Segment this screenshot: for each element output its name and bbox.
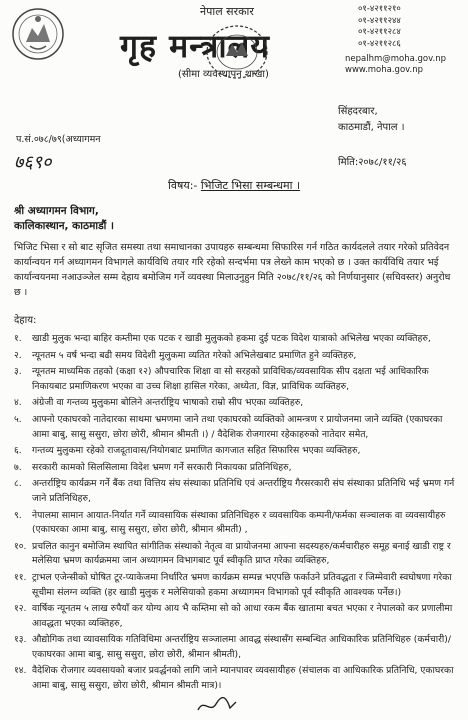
criteria-list — [14, 332, 460, 696]
website-address: www.moha.gov.np — [345, 65, 424, 75]
list-item-text: सरकारी कामको सिलसिलामा विदेश भ्रमण गर्ने सरकारी निकायका प्रतिनिधिहरु, — [32, 461, 292, 473]
list-item-text: अन्तर्राष्ट्रिय कार्यक्रम गर्ने बैंक तथा वित्तिय संघ संस्थाका प्रतिनिधि एवं अन्तर्राष्ट्रिय गैरसरकारी संघ संस्थाका प्रतिनिधि भई भ्रमण गर्न जाने प्रतिनिधिहरु, — [32, 478, 455, 504]
address-line-2: काठमाडौं, नेपाल । — [338, 122, 405, 133]
recipient-line-1: श्री अध्यागमन विभाग, — [14, 205, 99, 217]
recipient-line-2: कालिकास्थान, काठमाडौं । — [14, 220, 115, 232]
list-item-number: १. — [14, 333, 22, 344]
recipient-block — [14, 204, 114, 234]
contact-block — [358, 4, 401, 50]
letter-date: मिति:२०७८/११/२६ — [338, 157, 407, 168]
list-item-number: १३. — [14, 634, 27, 646]
letter-subject — [168, 178, 300, 193]
list-item-text: खाडी मुलुक भन्दा बाहिर कम्तीमा एक पटक र खाडी मुलुकको हकमा दुई पटक विदेश यात्राको अभिलेख भएका व्यक्तिहरु, — [32, 333, 431, 344]
list-item-text: औद्योगिक तथा व्यावसायिक गतिविधिमा अन्तर्राष्ट्रिय सञ्जालमा आवद्ध संस्थासँग सम्बन्धित आधिकारिक प्रतिनिधिहरु (कर्मचारी)/एकाघरका आमा बाबु, सासु ससुरा, छोरा छोरी, श्रीमान श्रीमती), — [32, 634, 451, 660]
signature-icon — [196, 694, 238, 716]
list-item-number: १४. — [14, 665, 27, 677]
list-item-text: नेपालमा सामान आयात-निर्यात गर्ने व्यावसायिक संस्थाका प्रतिनिधिहरु र व्यवसायिक कम्पनी/फर्मका सञ्चालक वा व्यवसायीहरु (एकाघरका आमा बाबु, सासु ससुरा, छोरा छोरी, श्रीमान श्रीमती) , — [32, 509, 446, 536]
list-heading: देहाय: — [14, 315, 37, 326]
list-item — [14, 509, 460, 538]
list-item-number: ९. — [14, 509, 22, 521]
list-item-number: ३. — [14, 366, 22, 378]
office-address — [338, 104, 405, 136]
fax-number: ०१-४२११२८६ — [358, 38, 401, 49]
letter-reference: प.सं.०७८/७९(अध्यागमन — [16, 134, 101, 145]
list-item-text: न्यूनतम ५ वर्ष भन्दा बढी समय विदेशी मुलुकमा व्यतित गरेको अभिलेखबाट प्रमाणित हुने व्यक्तिहरु, — [32, 349, 357, 361]
list-item-text: अंग्रेजी वा गन्तव्य मुलुकमा बोलिने अन्तर्राष्ट्रिय भाषाको राम्रो सीप भएका व्यक्तिहरु, — [32, 397, 304, 409]
list-item-number: १०. — [14, 540, 27, 552]
list-item — [14, 461, 460, 476]
list-item-text: आफ्नो एकाघरको नातेदारका साथमा भ्रमणमा जाने तथा एकाघरको व्यक्तिको आमन्त्रण र प्रायोजनमा जाने व्यक्ति (एकाघरका आमा बाबु, सासु ससुरा, छोरा छोरी, श्रीमान श्रीमती ।) / वैदेशिक रोजगारमा रहेकाहरुको नातेदार समेत, — [32, 413, 443, 440]
list-item-text: ट्राभल एजेन्सीको घोषित टूर-प्याकेजमा निर्धारित भ्रमण कार्यक्रम सम्पन्न भएपछि फर्काउने प्रतिवद्धता र जिम्मेवारी स्वघोषणा गरेका सूचीमा संलग्न व्यक्ति (हर खाडी मुलुक र मलेसियाको हकमा अध्यागमन विभागको पूर्व स्वीकृति आवश्यक पर्नेछ।) — [32, 571, 452, 598]
address-line-1: सिंहदरबार, — [338, 106, 378, 117]
list-item — [14, 633, 460, 662]
list-item-number: ११. — [14, 571, 27, 583]
list-item-number: २. — [14, 349, 22, 361]
nepal-emblem-icon — [10, 6, 66, 62]
list-item-text: प्रचलित कानुन बमोजिम स्थापित सांगीतिक संस्थाको नेतृत्व वा प्रायोजनमा आफ्ना सदस्यहरु/कर्मचारीहरु समूह बनाई खाडी राष्ट्र र मलेसिया भ्रमण कार्यक्रममा जान अध्यागमन विभागबाट पूर्व स्वीकृति प्राप्त गरेका व्यक्तिहरु, — [32, 540, 451, 567]
list-item — [14, 349, 460, 364]
list-item-text: गन्तव्य मुलुकमा रहेको राजदूतावास/नियोगबाट प्रमाणित कागजात सहित सिफारिस भएका व्यक्तिहरु, — [32, 445, 361, 457]
government-name: नेपाल सरकार — [200, 5, 254, 18]
dispatch-number: ७६९० — [14, 152, 52, 173]
ministry-section: (सीमा व्यवस्थापन शाखा) — [178, 69, 269, 80]
phone-1: ०१-४२११२१० — [358, 4, 401, 14]
email-address: nepalhm@moha.gov.np — [345, 54, 446, 64]
ministry-name: गृह मन्त्रालय — [120, 27, 270, 65]
list-item — [14, 396, 460, 411]
ministry-seal-icon — [202, 22, 272, 82]
subject-label: विषय:- — [168, 179, 198, 192]
list-item — [14, 365, 460, 394]
list-item-text: न्यूनतम माध्यमिक तहको (कक्षा १२) औपचारिक शिक्षा वा सो सरहको प्राविधिक/व्यवसायिक सीप दक्षता भई आधिकारिक निकायबाट प्रमाणिकरण भएका वा उच्च शिक्षा हासिल गरेका, अध्येता, विज्ञ, प्राविधिक व्यक्तिहरु, — [32, 366, 429, 392]
list-item — [14, 602, 460, 631]
list-item-number: ५. — [14, 413, 22, 425]
list-item-number: ४. — [14, 397, 22, 409]
list-item — [14, 444, 460, 459]
list-item — [14, 413, 460, 442]
list-item-number: १२. — [14, 603, 27, 615]
list-item — [14, 477, 460, 506]
web-contacts — [345, 54, 446, 76]
subject-text: भिजिट भिसा सम्बन्धमा । — [200, 179, 301, 192]
list-item-number: ६. — [14, 445, 22, 457]
list-item — [14, 571, 460, 600]
intro-paragraph: भिजिट भिसा र सो बाट सृजित समस्या तथा समाधानका उपायहरु सम्बन्धमा सिफारिस गर्न गठित कार्यदलले तयार गरेको प्रतिवेदन कार्यान्वयन गर्न अध्यागमन विभागले कार्यविधि तयार गरि रहेको सन्दर्भमा पत्र लेख्ने काम भएको छ । उक्त कार्यविधि तयार भई कार्यान्वयनमा नआउञ्जेल सम्म देहाय बमोजिम गर्ने व्यवस्था मिलाउनुहुन मिति २०७८/११/२६ को निर्णयानुसार (सचिवस्तर) अनुरोध छ । — [14, 242, 451, 298]
phone-2: ०१-४२११२४४ — [358, 15, 401, 26]
list-item — [14, 664, 460, 693]
list-item-number: ८. — [14, 478, 22, 490]
list-item-text: वार्षिक न्यूनतम ५ लाख रुपैयाँ कर योग्य आय भै कम्तिमा सो को आधा रकम बैंक खातामा बचत भएका र नेपालको कर प्रणालीमा आवद्धता भएका व्यक्तिहरु, — [32, 603, 453, 629]
list-item — [14, 540, 460, 569]
phone-3: ०१-४२११२८४ — [358, 27, 401, 37]
list-item-text: वैदेशिक रोजगार व्यवसायको बजार प्रवर्द्धनको लागि जाने म्यानपावर व्यवसायीहरु (संचालक वा आधिकारिक प्रतिनिधि, एकाघरका आमा बाबु, सासु ससुरा, छोरा छोरी, श्रीमान श्रीमती मात्र)। — [32, 665, 454, 692]
list-item — [14, 332, 460, 347]
list-item-number: ७. — [14, 461, 22, 473]
